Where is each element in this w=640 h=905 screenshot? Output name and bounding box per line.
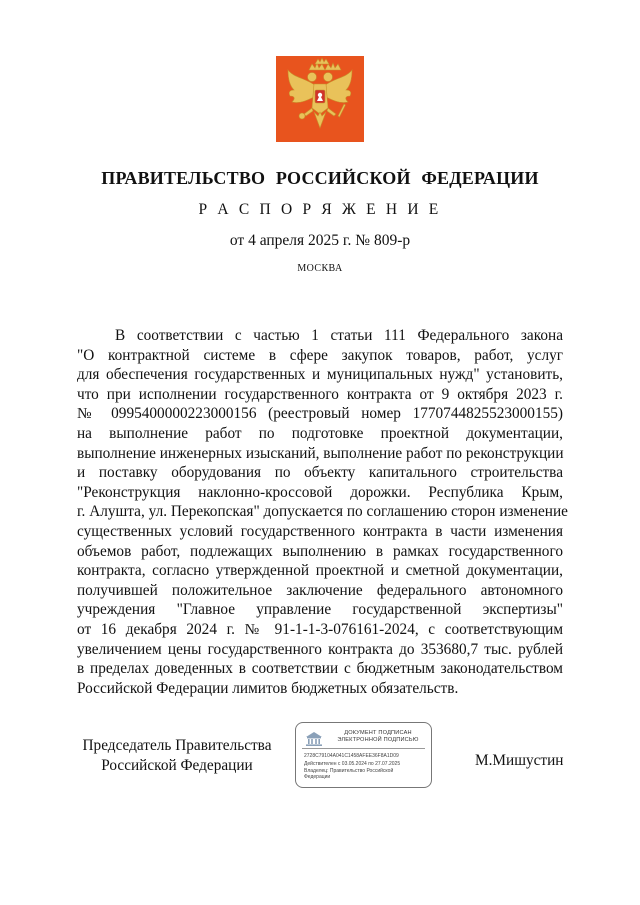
stamp-divider — [302, 748, 425, 749]
order-text — [77, 326, 568, 698]
stamp-owner-line2: Федерации — [304, 774, 331, 780]
text-line: В соответствии с частью 1 статьи 111 Федерального закона — [115, 327, 563, 344]
stamp-title-line1: ДОКУМЕНТ ПОДПИСАН — [344, 730, 412, 736]
government-title: ПРАВИТЕЛЬСТВО РОССИЙСКОЙ ФЕДЕРАЦИИ — [101, 168, 539, 188]
stamp-owner-line1: Владелец: Правительство Российской — [304, 768, 394, 774]
document-type: Р А С П О Р Я Ж Е Н И Е — [198, 201, 442, 218]
text-line: контракта, согласно утвержденной проектной и сметной документации, — [77, 562, 563, 580]
government-building-icon — [304, 731, 324, 747]
signatory-position — [77, 736, 277, 775]
text-line: "О контрактной системе в сфере закупок товаров, работ, услуг — [77, 346, 563, 364]
document-date-number: от 4 апреля 2025 г. № 809-р — [229, 232, 411, 249]
text-line: Российской Федерации лимитов бюджетных обязательств. — [77, 679, 459, 697]
text-line: в пределах доведенных в соответствии с бюджетным законодательством — [77, 660, 563, 678]
stamp-title-line2: ЭЛЕКТРОННОЙ ПОДПИСЬЮ — [337, 737, 419, 743]
text-line: получившей положительное заключение федерального автономного — [77, 581, 563, 599]
stamp-certificate: 2728C79104A041C1458AFEE36F8A1D09 — [304, 753, 399, 759]
stamp-title — [328, 730, 428, 744]
text-line: на выполнение работ по подготовке проектной документации, — [77, 424, 563, 442]
text-line: выполнение инженерных изысканий, выполнение работ по реконструкции — [77, 444, 564, 462]
text-line: г. Алушта, ул. Перекопская" допускается по соглашению сторон изменение — [77, 503, 568, 521]
signatory-position-line1: Председатель Правительства — [82, 737, 272, 754]
text-line: для обеспечения государственных и муниципальных нужд" установить, — [77, 366, 563, 384]
text-line: учреждения "Главное управление государственной экспертизы" — [77, 601, 563, 619]
text-line: объемов работ, подлежащих выполнению в рамках государственного — [77, 542, 563, 560]
text-line: что при исполнении государственного контракта от 9 октября 2023 г. — [77, 385, 563, 403]
electronic-signature-stamp — [295, 722, 432, 788]
text-line: от 16 декабря 2024 г. № 91-1-1-3-076161-2024, с соответствующим — [77, 620, 563, 638]
text-line: № 0995400000223000156 (реестровый номер 1770744825523000155) — [77, 405, 563, 423]
text-line: и поставку оборудования по объекту капитального строительства — [77, 464, 563, 482]
document-city: МОСКВА — [297, 263, 343, 274]
signatory-name: М.Мишустин — [475, 752, 564, 769]
text-line: существенных условий государственного контракта в части изменения — [77, 522, 563, 540]
russian-coat-of-arms-icon — [276, 56, 364, 142]
text-line: увеличением цены государственного контракта до 353680,7 тыс. рублей — [77, 640, 563, 658]
signatory-position-line2: Российской Федерации — [101, 756, 253, 774]
stamp-validity: Действителен с 03.05.2024 по 27.07.2025 — [304, 761, 401, 767]
text-line: "Реконструкция наклонно-кроссовой дорожки. Республика Крым, — [77, 483, 563, 501]
